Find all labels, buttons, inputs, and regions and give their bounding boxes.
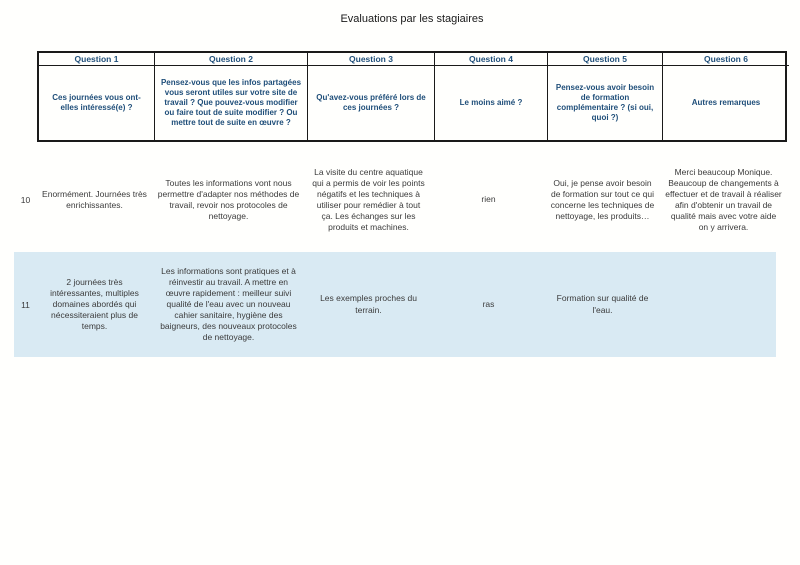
answer-cell-q2: Les informations sont pratiques et à réinvestir au travail. A mettre en œuvre rapidement : meilleur suivi qualité de l'eau avec un nouveau cahier sanitaire, hygiène des baigneurs, des nouveaux protocoles de nettoyage. — [160, 265, 297, 343]
column-header-question-5: Question 5 — [547, 53, 662, 66]
answer-cell-q1: 2 journées très intéressantes, multiples domaines abordés qui nécessiteraient plus de temps. — [50, 276, 139, 332]
answer-cell-q3: La visite du centre aquatique qui a permis de voir les points négatifs et les techniques à utiliser pour remédier à tout ça. Les échanges sur les produits et machines. — [312, 166, 425, 233]
answer-cell-q6: Merci beaucoup Monique. Beaucoup de changements à effectuer et de travail à réaliser afin d'obtenir un travail de qualité mais avec votre aide on y arrivera. — [665, 166, 782, 233]
evaluation-table-header — [37, 51, 787, 142]
answer-cell-q6 — [660, 252, 787, 357]
question-text-2: Pensez-vous que les infos partagées vous seront utiles sur votre site de travail ? Que pouvez-vous modifier ou faire tout de suite modifier ? Ou mettre tout de suite en œuvre ? — [154, 66, 307, 140]
question-text-3: Qu'avez-vous préféré lors de ces journées ? — [307, 66, 434, 140]
answer-cell-q4: ras — [482, 298, 495, 309]
evaluation-row-10 — [14, 148, 787, 252]
column-header-question-1: Question 1 — [39, 53, 154, 66]
column-header-question-6: Question 6 — [662, 53, 789, 66]
page-title: Evaluations par les stagiaires — [340, 13, 484, 25]
column-header-question-2: Question 2 — [154, 53, 307, 66]
answer-cell-q4: rien — [481, 194, 496, 205]
column-header-question-4: Question 4 — [434, 53, 547, 66]
question-text-6: Autres remarques — [662, 66, 789, 140]
answer-cell-q1: Enormément. Journées très enrichissantes. — [42, 188, 147, 210]
question-text-1: Ces journées vous ont-elles intéressé(e) ? — [52, 93, 141, 112]
answer-cell-q5: Formation sur qualité de l'eau. — [556, 293, 649, 315]
evaluation-row-11 — [14, 252, 787, 357]
question-text-4: Le moins aimé ? — [434, 66, 547, 140]
row-number: 11 — [21, 299, 30, 310]
row-number: 10 — [20, 195, 31, 205]
question-text-5: Pensez-vous avoir besoin de formation complémentaire ? (si oui, quoi ?) — [547, 66, 662, 140]
column-header-question-3: Question 3 — [307, 53, 434, 66]
answer-cell-q3: Les exemples proches du terrain. — [320, 293, 417, 315]
answer-cell-q5: Oui, je pense avoir besoin de formation sur tout ce qui concerne les techniques de nettoyage, les produits… — [550, 177, 655, 222]
answer-cell-q2: Toutes les informations vont nous permettre d'adapter nos méthodes de travail, revoir nos protocoles de nettoyage. — [157, 177, 300, 222]
